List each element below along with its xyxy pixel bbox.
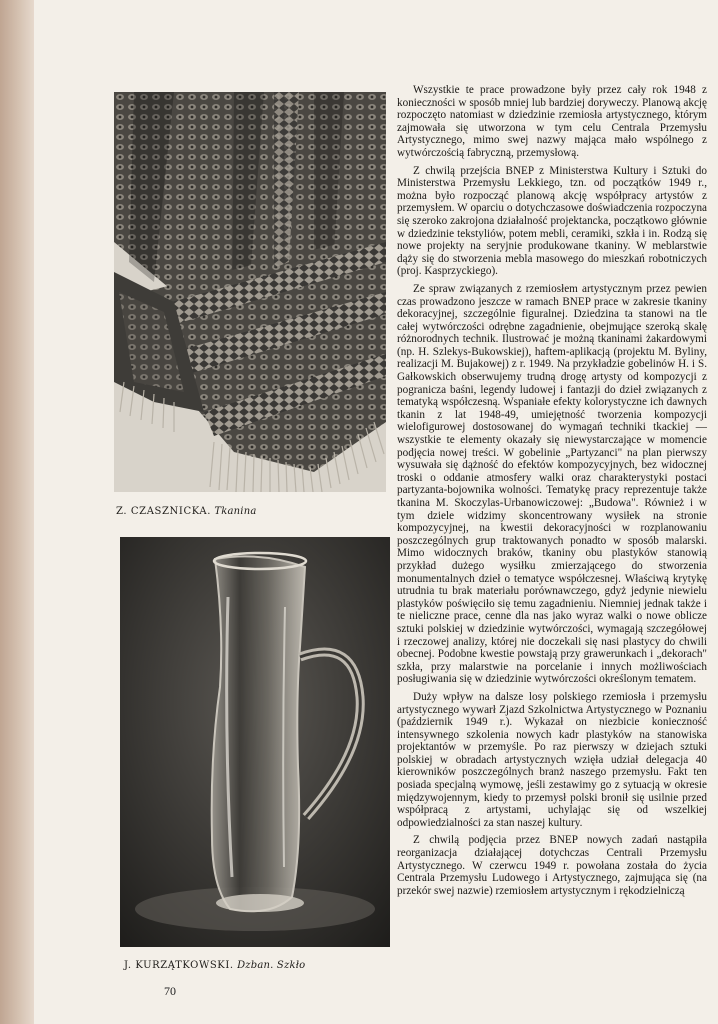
fabric-image [114,92,386,492]
paragraph: Wszystkie te prace prowadzone były przez cały rok 1948 z konieczności w sposób mniej lub bardziej doryweczy. Planową akcję rozpoczęto natomiast w dziedzinie rzemiosła artystycznego, którym zajmowała się utworzona w tym celu Centrala Przemysłu Artystycznego, mimo swej nazwy mająca mało wspólnego z wytwórczością fabryczną, przemysłową. [397,84,707,159]
glass-caption [124,960,305,971]
fabric-caption-title: Tkanina [214,506,257,517]
paragraph: Duży wpływ na dalsze losy polskiego rzemiosła i przemysłu artystycznego wywarł Zjazd Szkolnictwa Artystycznego w Poznaniu (październik 1949 r.). Wykazał on niezbicie konieczność intensywnego szkolenia nowych kadr plastyków na stanowiska projektantów w przemyśle. Po raz pierwszy w dziejach sztuki polskiej w obradach artystycznych wzięła udział delegacja 40 kierowników poszczególnych branż naszego przemysłu. Fakt ten posiada specjalną wymowę, jeśli zestawimy go z sytuacją w okresie międzywojennym, kiedy to przemysł polski bronił się usilnie przed współpracą z artystami, uchylając się od wszelkiej odpowiedzialności za stan naszej kultury. [397,690,707,829]
fabric-caption [116,506,257,517]
page-number: 70 [164,984,176,998]
fabric-photo [114,92,386,492]
article-text-column [397,84,707,902]
glass-caption-title: Dzban. Szkło [237,960,306,971]
paragraph: Ze spraw związanych z rzemiosłem artystycznym przez pewien czas prowadzono jeszcze w ramach BNEP prace w zakresie tkaniny dekoracyjnej, szczególnie figuralnej. Dziedzina ta stanowi na tle całej wytwórczości odrębne zagadnienie, obejmujące szeroką skalę różnorodnych technik. Ilustrować je możną tkaninami żakardowymi (np. H. Szlekys-Bukowskiej), haftem-aplikacją (projektu M. Byliny, realizacji M. Bujakowej) z r. 1949. Na przykładzie gobelinów H. i S. Gałkowskich obserwujemy trudną drogę artysty od kompozycji z pogranicza baśni, legendy ludowej i fantazji do dzieł związanych z tematyką współczesną. Wspaniałe efekty kolorystyczne ich dawnych tkanin z lat 1948-49, umiejętność tworzenia kompozycji wielofigurowej dostosowanej do wymagań techniki tkackiej — wszystkie te elementy okazały się niewystarczające w momencie podjęcia nowej treści. W gobelinie „Partyzanci" na plan pierwszy wysuwała się dążność do efektów kompozycyjnych, bez widocznej troski o oddanie atmosfery walki oraz charakterystyki postaci partyzanta-bojownika wolności. Tematykę pracy reprezentuje także tkanina M. Skoczylas-Urbanowiczowej: „Budowa". Również i w tym dziele widzimy skoncentrowany wysiłek na stronie kompozycyjnej, na kwestii dekoracyjności w rozplanowaniu poszczególnych grup traktowanych ponadto w sposób malarski. Mimo widocznych braków, tkaniny obu plastyków stanowią przykład dużego wysiłku zmierzającego do stworzenia monumentalnych dzieł o tematyce współczesnej. Właściwą krytykę utrudnia tu brak materiału porównawczego, gdyż jedynie niewielu plastyków poświęciło się temu zagadnieniu. Niemniej jednak także i te nieliczne prace, cenne dla nas jako wyraz walki o nowe oblicze sztuki polskiej w dziedzinie wytwórczości, wymagają szczegółowej i rzeczowej analizy, której nie doczekali się nasi plastycy do chwili obecnej. Podobne kwestie powstają przy grawerunkach i „dekorach" szkła, przy malarstwie na porcelanie i innych możliwościach posługiwania się w dziedzinie wytwórczości określonym tematem. [397,282,707,686]
glass-jug-photo [120,537,390,947]
glass-caption-author: J. KURZĄTKOWSKI. [124,960,234,971]
paragraph: Z chwilą przejścia BNEP z Ministerstwa Kultury i Sztuki do Ministerstwa Przemysłu Lekkiego, tzn. od początków 1949 r., można było rozpocząć planową akcję współpracy artystów z przemysłem. W oparciu o dotychczasowe doświadczenia rozpoczyna się szeroko zakrojona działalność projektancka, początkowo głównie w dziedzinie tekstyliów, potem mebli, ceramiki, szkła i in. Rodzą się nowe projekty na seryjnie produkowane tkaniny. W meblarstwie dąży się do stworzenia mebla masowego do mieszkań robotniczych (proj. Kasprzyckiego). [397,164,707,278]
glass-jug-image [120,537,390,947]
paragraph: Z chwilą podjęcia przez BNEP nowych zadań nastąpiła reorganizacja działającej dotychczas Centrali Przemysłu Artystycznego. W czerwcu 1949 r. powołana została do życia Centrala Przemysłu Ludowego i Artystycznego, zajmująca się (na przekór swej nazwie) rzemiosłem artystycznym i rękodzielniczą [397,834,707,897]
fabric-caption-author: Z. CZASZNICKA. [116,506,211,517]
book-spine-edge [0,0,35,1024]
